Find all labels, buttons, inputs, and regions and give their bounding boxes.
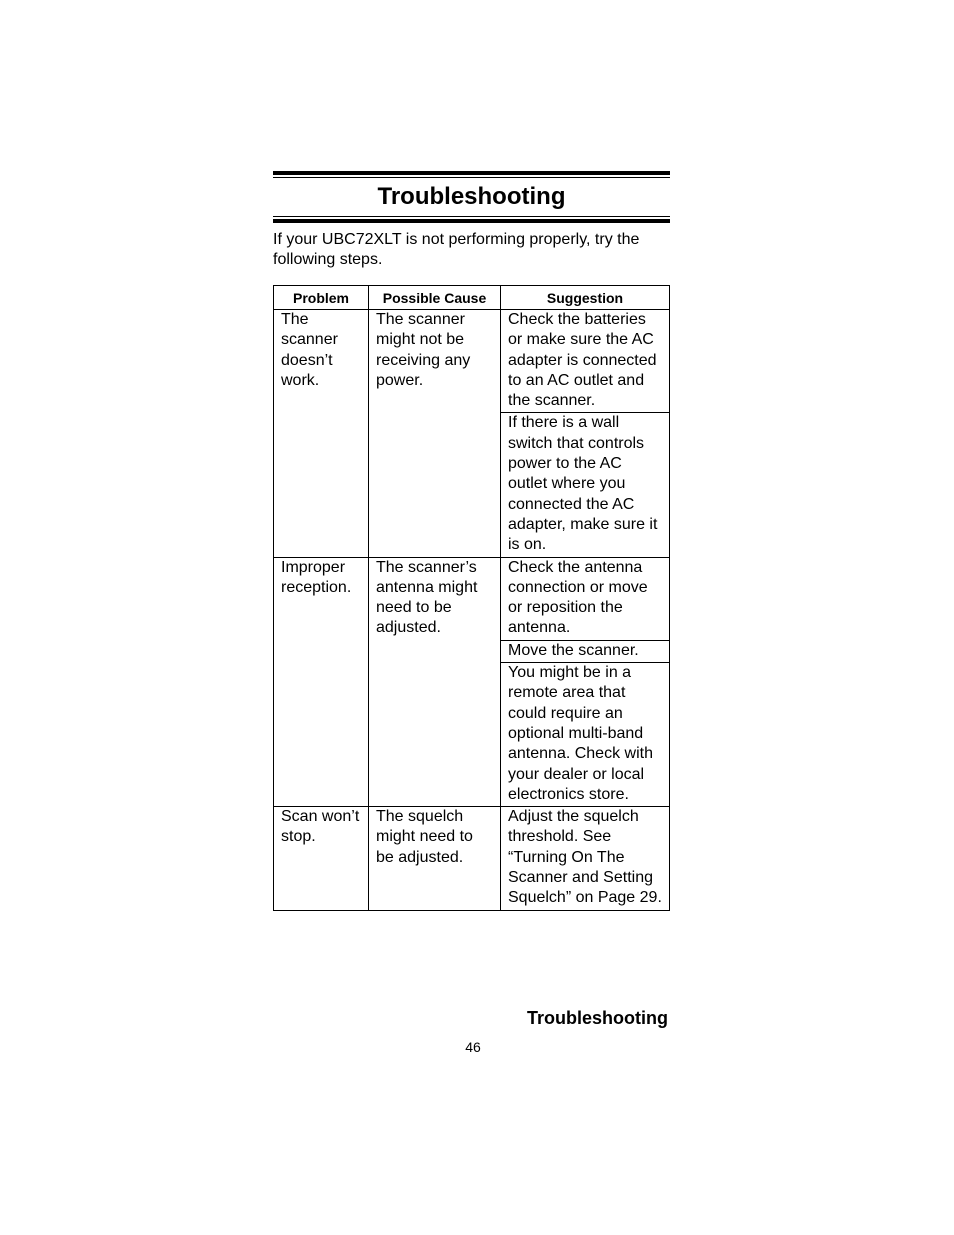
suggestion-cell: Adjust the squelch threshold. See “Turning On The Scanner and Setting Squelch” on Page 29. — [501, 807, 670, 910]
title-rule-bottom-thin — [273, 216, 670, 217]
cause-cell: The scanner’s antenna might need to be adjusted. — [369, 557, 501, 807]
suggestion-cell: Move the scanner. — [501, 640, 670, 662]
table-row — [274, 310, 670, 413]
intro-paragraph: If your UBC72XLT is not performing properly, try the following steps. — [273, 231, 640, 268]
column-header-cause: Possible Cause — [369, 286, 501, 310]
title-rule-top-thick — [273, 171, 670, 175]
page-number: 46 — [465, 1039, 481, 1055]
title-rule-top-thin — [273, 177, 670, 178]
table-row — [274, 807, 670, 910]
table-header-row — [274, 286, 670, 310]
cause-cell: The scanner might not be receiving any power. — [369, 310, 501, 558]
footer-section-title: Troubleshooting — [527, 1008, 668, 1028]
page-title: Troubleshooting — [377, 183, 566, 210]
suggestion-cell: You might be in a remote area that could require an optional multi-band antenna. Check with your dealer or local electronics store. — [501, 663, 670, 807]
problem-cell: Scan won’t stop. — [274, 807, 369, 910]
column-header-problem: Problem — [274, 286, 369, 310]
cause-cell: The squelch might need to be adjusted. — [369, 807, 501, 910]
suggestion-cell: If there is a wall switch that controls power to the AC outlet where you connected the AC adapter, make sure it is on. — [501, 413, 670, 557]
troubleshooting-table — [273, 285, 670, 911]
title-rule-bottom-thick — [273, 219, 670, 223]
table-row — [274, 557, 670, 640]
page-content — [273, 171, 670, 911]
problem-cell: The scanner doesn’t work. — [274, 310, 369, 558]
problem-cell: Improper reception. — [274, 557, 369, 807]
suggestion-cell: Check the antenna connection or move or reposition the antenna. — [501, 557, 670, 640]
suggestion-cell: Check the batteries or make sure the AC adapter is connected to an AC outlet and the scanner. — [501, 310, 670, 413]
column-header-suggestion: Suggestion — [501, 286, 670, 310]
